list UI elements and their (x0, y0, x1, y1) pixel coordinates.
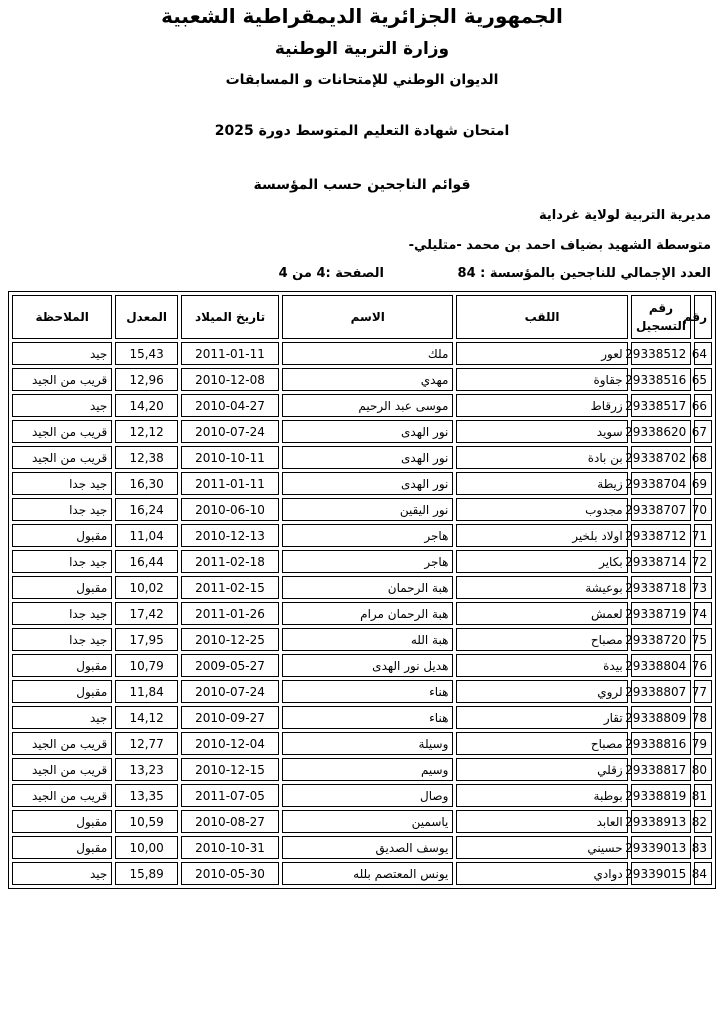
cell-num: 65 (694, 368, 712, 391)
directorate-label: مديرية التربية لولاية غرداية (538, 208, 711, 223)
cell-avg: 15,43 (115, 342, 178, 365)
cell-note: قريب من الجيد (12, 446, 112, 469)
cell-avg: 11,04 (115, 524, 178, 547)
table-row (12, 550, 712, 573)
cell-birth: 2010-12-15 (181, 758, 279, 781)
cell-note: جيد جدا (12, 550, 112, 573)
cell-avg: 10,00 (115, 836, 178, 859)
cell-birth: 2010-12-08 (181, 368, 279, 391)
cell-reg: 29338707 (631, 498, 692, 521)
cell-name: مهدي (282, 368, 453, 391)
cell-surname: لعمش (456, 602, 627, 625)
cell-name: ياسمين (282, 810, 453, 833)
cell-surname: مجدوب (456, 498, 627, 521)
cell-surname: بوعيشة (456, 576, 627, 599)
cell-note: قريب من الجيد (12, 732, 112, 755)
table-row (12, 602, 712, 625)
cell-avg: 12,77 (115, 732, 178, 755)
cell-note: مقبول (12, 654, 112, 677)
table-row (12, 446, 712, 469)
cell-birth: 2010-09-27 (181, 706, 279, 729)
cell-avg: 17,42 (115, 602, 178, 625)
cell-surname: زقلي (456, 758, 627, 781)
cell-note: جيد (12, 862, 112, 885)
cell-surname: لروي (456, 680, 627, 703)
cell-birth: 2011-01-11 (181, 342, 279, 365)
cell-note: مقبول (12, 576, 112, 599)
table-header-row (12, 295, 712, 339)
cell-num: 71 (694, 524, 712, 547)
cell-num: 84 (694, 862, 712, 885)
cell-reg: 29338512 (631, 342, 692, 365)
table-row (12, 654, 712, 677)
cell-reg: 29338517 (631, 394, 692, 417)
cell-birth: 2011-07-05 (181, 784, 279, 807)
office-title: الديوان الوطني للإمتحانات و المسابقات (225, 72, 499, 88)
table-row (12, 342, 712, 365)
header-reg: رقم التسجيل (631, 295, 692, 339)
cell-birth: 2010-06-10 (181, 498, 279, 521)
cell-birth: 2011-01-26 (181, 602, 279, 625)
cell-num: 68 (694, 446, 712, 469)
table-row (12, 680, 712, 703)
cell-num: 70 (694, 498, 712, 521)
cell-note: مقبول (12, 836, 112, 859)
cell-name: هناء (282, 680, 453, 703)
cell-num: 82 (694, 810, 712, 833)
header-birth: تاريخ الميلاد (181, 295, 279, 339)
ministry-title: وزارة التربية الوطنية (274, 39, 450, 59)
cell-surname: بكاير (456, 550, 627, 573)
cell-num: 66 (694, 394, 712, 417)
cell-surname: بوطبة (456, 784, 627, 807)
cell-note: جيد جدا (12, 602, 112, 625)
cell-reg: 29338804 (631, 654, 692, 677)
cell-surname: العابد (456, 810, 627, 833)
cell-note: قريب من الجيد (12, 420, 112, 443)
table-row (12, 420, 712, 443)
results-table (8, 291, 716, 889)
cell-num: 80 (694, 758, 712, 781)
cell-birth: 2011-01-11 (181, 472, 279, 495)
table-row (12, 628, 712, 651)
cell-num: 67 (694, 420, 712, 443)
cell-reg: 29338620 (631, 420, 692, 443)
cell-reg: 29338913 (631, 810, 692, 833)
cell-name: هاجر (282, 524, 453, 547)
cell-reg: 29338720 (631, 628, 692, 651)
cell-num: 79 (694, 732, 712, 755)
cell-name: ملك (282, 342, 453, 365)
cell-note: جيد (12, 342, 112, 365)
cell-note: جيد (12, 706, 112, 729)
cell-avg: 15,89 (115, 862, 178, 885)
cell-name: هبة الله (282, 628, 453, 651)
cell-birth: 2009-05-27 (181, 654, 279, 677)
cell-surname: بيدة (456, 654, 627, 677)
header-name: الاسم (282, 295, 453, 339)
cell-num: 73 (694, 576, 712, 599)
cell-note: جيد (12, 394, 112, 417)
cell-avg: 14,20 (115, 394, 178, 417)
cell-note: مقبول (12, 524, 112, 547)
cell-name: هبة الرحمان (282, 576, 453, 599)
cell-num: 64 (694, 342, 712, 365)
cell-num: 83 (694, 836, 712, 859)
cell-name: نور الهدى (282, 420, 453, 443)
cell-num: 77 (694, 680, 712, 703)
cell-reg: 29338817 (631, 758, 692, 781)
cell-birth: 2010-12-13 (181, 524, 279, 547)
cell-name: وسيلة (282, 732, 453, 755)
cell-birth: 2010-12-04 (181, 732, 279, 755)
cell-surname: بن بادة (456, 446, 627, 469)
cell-reg: 29339013 (631, 836, 692, 859)
cell-reg: 29338704 (631, 472, 692, 495)
cell-avg: 12,96 (115, 368, 178, 391)
cell-surname: لعور (456, 342, 627, 365)
cell-num: 81 (694, 784, 712, 807)
cell-reg: 29338718 (631, 576, 692, 599)
table-row (12, 810, 712, 833)
cell-reg: 29338702 (631, 446, 692, 469)
cell-note: جيد جدا (12, 498, 112, 521)
cell-reg: 29338816 (631, 732, 692, 755)
cell-note: جيد جدا (12, 472, 112, 495)
cell-birth: 2010-10-11 (181, 446, 279, 469)
cell-reg: 29338819 (631, 784, 692, 807)
cell-avg: 11,84 (115, 680, 178, 703)
cell-avg: 16,24 (115, 498, 178, 521)
header-num: رقم (694, 295, 712, 339)
cell-reg: 29338809 (631, 706, 692, 729)
cell-reg: 29338714 (631, 550, 692, 573)
cell-name: نور الهدى (282, 472, 453, 495)
cell-name: هبة الرحمان مرام (282, 602, 453, 625)
header-surname: اللقب (456, 295, 627, 339)
cell-birth: 2011-02-15 (181, 576, 279, 599)
cell-birth: 2010-10-31 (181, 836, 279, 859)
cell-avg: 17,95 (115, 628, 178, 651)
list-title: قوائم الناجحين حسب المؤسسة (253, 177, 471, 193)
cell-name: هناء (282, 706, 453, 729)
cell-name: يونس المعتصم بلله (282, 862, 453, 885)
table-row (12, 862, 712, 885)
cell-surname: دوادي (456, 862, 627, 885)
header-avg: المعدل (115, 295, 178, 339)
cell-reg: 29338516 (631, 368, 692, 391)
cell-note: مقبول (12, 810, 112, 833)
header-note: الملاحظة (12, 295, 112, 339)
cell-note: قريب من الجيد (12, 368, 112, 391)
cell-num: 74 (694, 602, 712, 625)
cell-note: قريب من الجيد (12, 784, 112, 807)
cell-name: يوسف الصديق (282, 836, 453, 859)
cell-note: قريب من الجيد (12, 758, 112, 781)
table-row (12, 472, 712, 495)
cell-reg: 29338712 (631, 524, 692, 547)
school-label: متوسطة الشهيد بضياف احمد بن محمد -متليلي- (408, 238, 711, 253)
cell-avg: 13,23 (115, 758, 178, 781)
table-row (12, 498, 712, 521)
cell-name: وسيم (282, 758, 453, 781)
cell-name: هاجر (282, 550, 453, 573)
cell-surname: سويد (456, 420, 627, 443)
cell-birth: 2010-07-24 (181, 680, 279, 703)
cell-birth: 2010-08-27 (181, 810, 279, 833)
cell-name: هديل نور الهدى (282, 654, 453, 677)
cell-surname: اولاد بلخير (456, 524, 627, 547)
cell-birth: 2010-12-25 (181, 628, 279, 651)
table-row (12, 394, 712, 417)
cell-avg: 12,12 (115, 420, 178, 443)
cell-surname: زرقاط (456, 394, 627, 417)
cell-surname: زيطة (456, 472, 627, 495)
table-row (12, 732, 712, 755)
cell-avg: 10,59 (115, 810, 178, 833)
table-row (12, 524, 712, 547)
table-row (12, 576, 712, 599)
cell-reg: 29338807 (631, 680, 692, 703)
table-row (12, 758, 712, 781)
cell-avg: 12,38 (115, 446, 178, 469)
cell-surname: تقار (456, 706, 627, 729)
cell-num: 75 (694, 628, 712, 651)
cell-birth: 2011-02-18 (181, 550, 279, 573)
cell-num: 72 (694, 550, 712, 573)
cell-surname: جقاوة (456, 368, 627, 391)
cell-birth: 2010-04-27 (181, 394, 279, 417)
cell-reg: 29338719 (631, 602, 692, 625)
exam-title: امتحان شهادة التعليم المتوسط دورة 2025 (214, 123, 510, 139)
cell-avg: 10,79 (115, 654, 178, 677)
cell-birth: 2010-05-30 (181, 862, 279, 885)
table-row (12, 368, 712, 391)
table-row (12, 784, 712, 807)
page-label: الصفحة :4 من 4 (278, 266, 384, 281)
cell-avg: 16,44 (115, 550, 178, 573)
cell-avg: 16,30 (115, 472, 178, 495)
cell-name: وصال (282, 784, 453, 807)
cell-avg: 14,12 (115, 706, 178, 729)
cell-note: مقبول (12, 680, 112, 703)
cell-avg: 13,35 (115, 784, 178, 807)
cell-birth: 2010-07-24 (181, 420, 279, 443)
cell-surname: مصباح (456, 732, 627, 755)
republic-title: الجمهورية الجزائرية الديمقراطية الشعبية (161, 4, 563, 28)
cell-name: نور اليقين (282, 498, 453, 521)
cell-avg: 10,02 (115, 576, 178, 599)
cell-surname: مصباح (456, 628, 627, 651)
table-row (12, 836, 712, 859)
cell-surname: حسيني (456, 836, 627, 859)
cell-note: جيد جدا (12, 628, 112, 651)
cell-name: موسى عبد الرحيم (282, 394, 453, 417)
cell-num: 76 (694, 654, 712, 677)
table-row (12, 706, 712, 729)
cell-reg: 29339015 (631, 862, 692, 885)
cell-name: نور الهدى (282, 446, 453, 469)
cell-num: 69 (694, 472, 712, 495)
total-label: العدد الإجمالي للناجحين بالمؤسسة : 84 (457, 266, 711, 281)
cell-num: 78 (694, 706, 712, 729)
